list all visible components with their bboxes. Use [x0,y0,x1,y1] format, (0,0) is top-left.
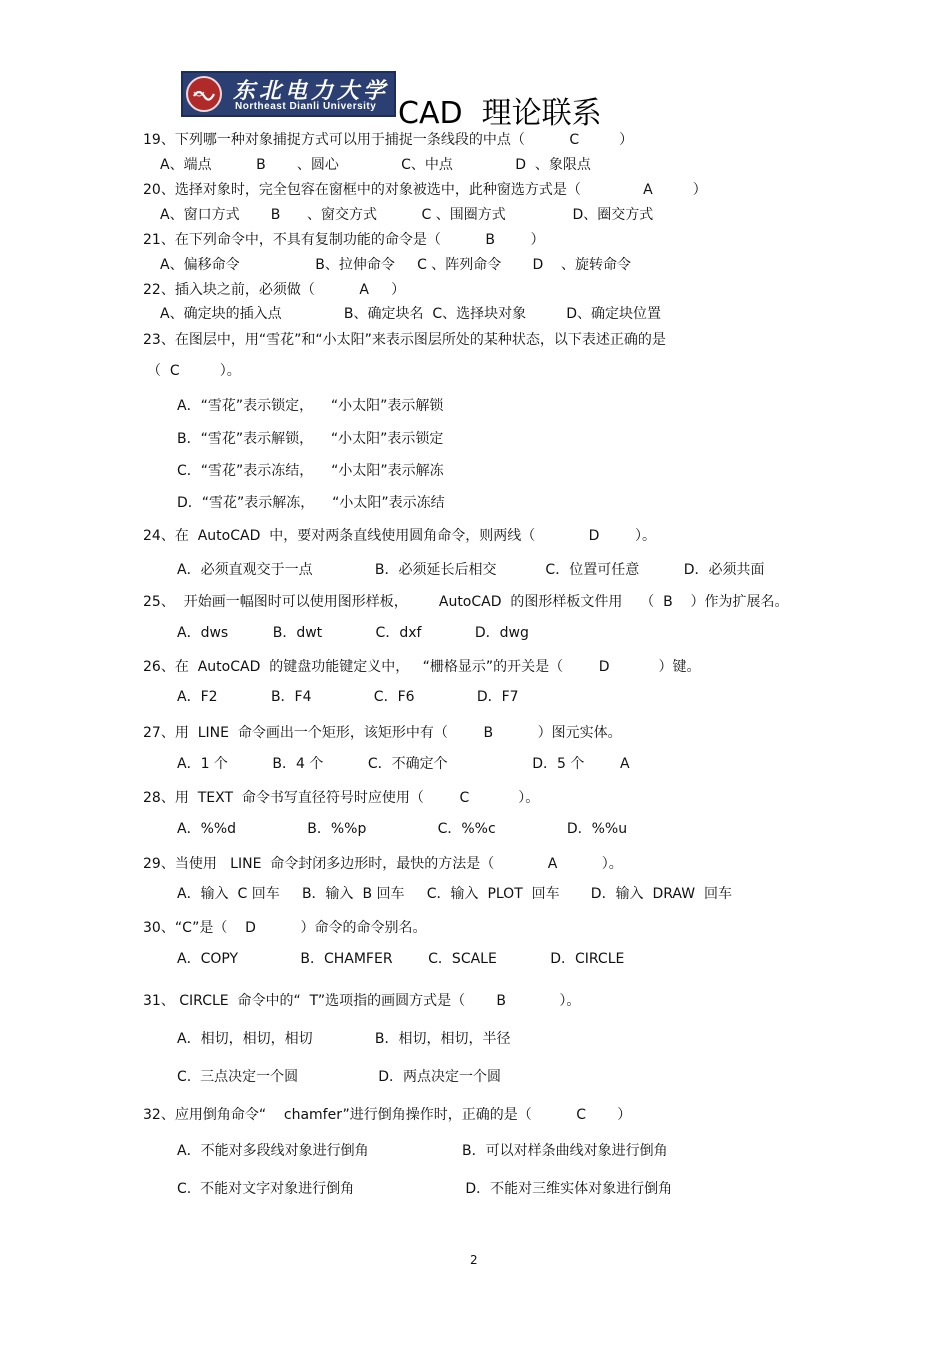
university-emblem-icon [186,76,222,112]
question-21-options: A、偏移命令 B、拉伸命令 C 、阵列命令 D 、旋转命令 [160,257,632,273]
question-23: 23、在图层中，用“雪花”和“小太阳”来表示图层所处的某种状态，以下表述正确的是 [143,332,666,348]
question-28: 28、用 TEXT 命令书写直径符号时应使用（ C ）。 [143,790,540,806]
question-22: 22、插入块之前，必须做（ A ） [143,282,406,298]
logo-text-en: Northeast Dianli University [235,101,377,112]
question-32: 32、应用倒角命令“ chamfer”进行倒角操作时，正确的是（ C ） [143,1107,632,1123]
question-26: 26、在 AutoCAD 的键盘功能键定义中， “栅格显示”的开关是（ D ）键。 [143,659,701,675]
question-19-options: A、端点 B 、圆心 C、中点 D 、象限点 [160,157,591,173]
question-22-options: A、确定块的插入点 B、确定块名 C、选择块对象 D、确定块位置 [160,306,661,322]
question-23-option-c: C．“雪花”表示冻结， “小太阳”表示解冻 [177,463,444,479]
question-30: 30、“C”是（ D ）命令的命令别名。 [143,920,427,936]
question-27-options: A．1 个 B．4 个 C．不确定个 D．5 个 A [177,756,630,772]
question-24-options: A．必须直观交于一点 B．必须延长后相交 C．位置可任意 D．必须共面 [177,562,765,578]
question-32-options-ab: A．不能对多段线对象进行倒角 B．可以对样条曲线对象进行倒角 [177,1143,668,1159]
page-number: 2 [470,1253,478,1267]
page-title: CAD 理论联系 [398,96,602,131]
question-24: 24、在 AutoCAD 中，要对两条直线使用圆角命令，则两线（ D ）。 [143,528,657,544]
question-19: 19、下列哪一种对象捕捉方式可以用于捕捉一条线段的中点（ C ） [143,132,634,148]
question-23-option-d: D．“雪花”表示解冻， “小太阳”表示冻结 [177,495,445,511]
question-20-options: A、窗口方式 B 、窗交方式 C 、围圈方式 D、圈交方式 [160,207,654,223]
question-23-option-b: B．“雪花”表示解锁， “小太阳”表示锁定 [177,431,444,447]
question-25: 25、 开始画一幅图时可以使用图形样板， AutoCAD 的图形样板文件用 （ B ）作为扩展名。 [143,594,789,610]
question-31-options-cd: C. 三点决定一个圆 D．两点决定一个圆 [177,1069,502,1085]
question-27: 27、用 LINE 命令画出一个矩形，该矩形中有（ B ）图元实体。 [143,725,622,741]
question-29-options: A．输入 C 回车 B．输入 B 回车 C．输入 PLOT 回车 D．输入 DRAW 回车 [177,886,732,902]
question-25-options: A．dws B．dwt C．dxf D．dwg [177,625,529,641]
question-23-answer: （ C ）。 [147,363,241,379]
question-28-options: A．%%d B．%%p C．%%c D．%%u [177,821,628,837]
question-23-option-a: A．“雪花”表示锁定， “小太阳”表示解锁 [177,398,444,414]
question-26-options: A．F2 B．F4 C．F6 D．F7 [177,689,519,705]
question-31: 31、 CIRCLE 命令中的“ T”选项指的画圆方式是（ B ）。 [143,993,581,1009]
question-29: 29、当使用 LINE 命令封闭多边形时，最快的方法是（ A ）。 [143,856,623,872]
university-logo [181,71,396,117]
question-31-options-ab: A．相切，相切，相切 B．相切，相切，半径 [177,1031,511,1047]
question-20: 20、选择对象时，完全包容在窗框中的对象被选中，此种窗选方式是（ A ） [143,182,707,198]
question-30-options: A．COPY B．CHAMFER C．SCALE D．CIRCLE [177,951,625,967]
question-21: 21、在下列命令中，不具有复制功能的命令是（ B ） [143,232,545,248]
logo-text-cn: 东北电力大学 [233,78,390,104]
question-32-options-cd: C. 不能对文字对象进行倒角 D．不能对三维实体对象进行倒角 [177,1181,673,1197]
